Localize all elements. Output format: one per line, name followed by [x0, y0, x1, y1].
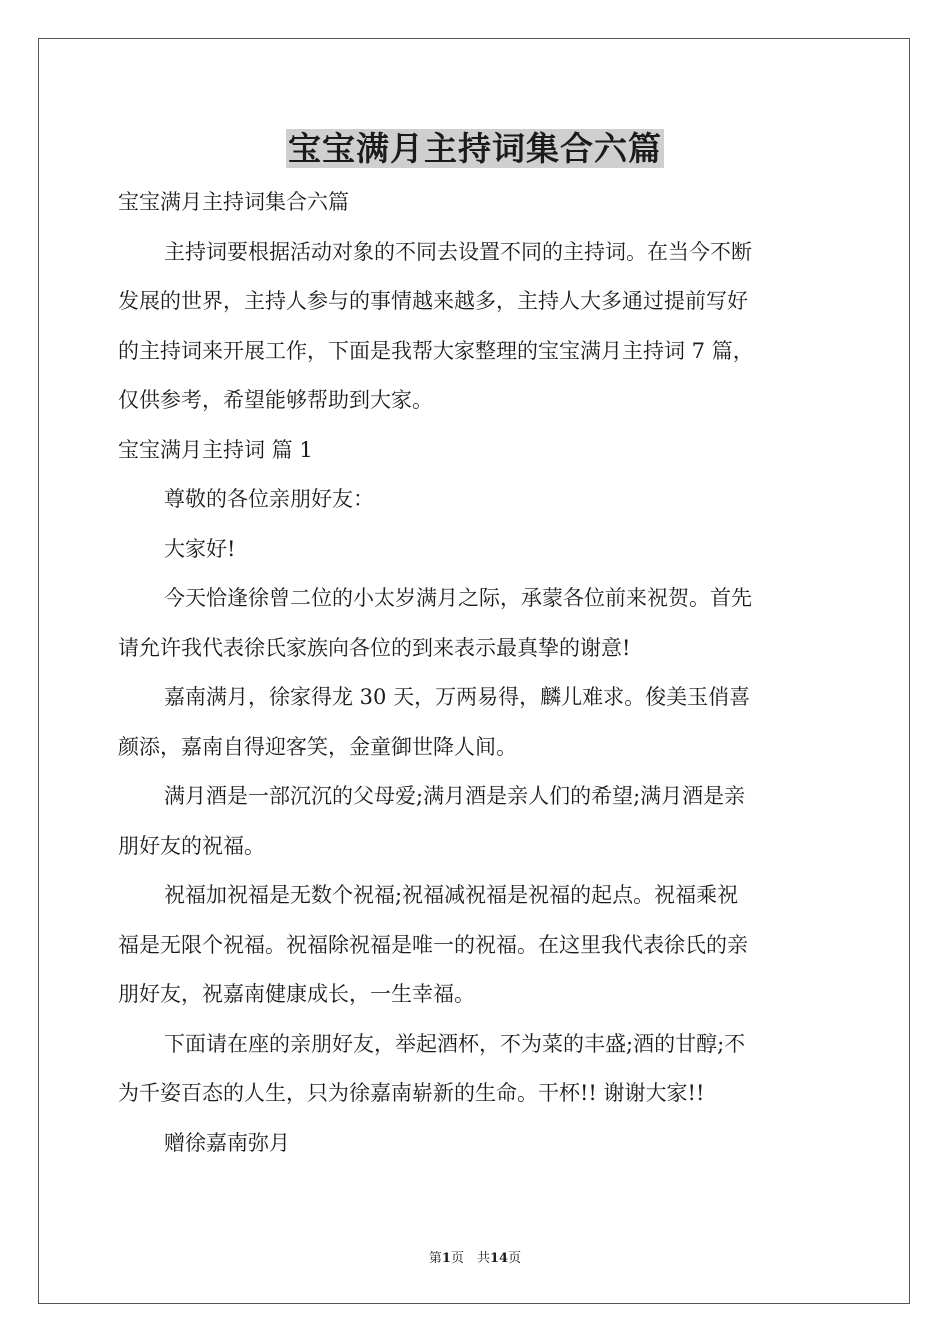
document-title-wrap	[0, 126, 950, 172]
paragraph-line: 仅供参考，希望能够帮助到大家。	[118, 388, 433, 412]
footer-middle: 页 共	[450, 1251, 490, 1266]
paragraph-line: 朋好友，祝嘉南健康成长，一生幸福。	[118, 982, 475, 1006]
paragraph-line: 请允许我代表徐氏家族向各位的到来表示最真挚的谢意!	[118, 635, 631, 660]
paragraph-line: 祝福加祝福是无数个祝福;祝福减祝福是祝福的起点。祝福乘祝	[164, 883, 739, 907]
total-page-number: 14	[489, 1251, 509, 1266]
paragraph-line: 为千姿百态的人生，只为徐嘉南崭新的生命。干杯!! 谢谢大家!!	[118, 1081, 705, 1105]
paragraph-line: 发展的世界，主持人参与的事情越来越多，主持人大多通过提前写好	[118, 289, 748, 313]
paragraph-line: 主持词要根据活动对象的不同去设置不同的主持词。在当今不断	[164, 239, 752, 264]
paragraph-line: 下面请在座的亲朋好友，举起酒杯，不为菜的丰盛;酒的甘醇;不	[164, 1031, 746, 1056]
paragraph-line: 满月酒是一部沉沉的父母爱;满月酒是亲人们的希望;满月酒是亲	[164, 784, 746, 808]
paragraph-line: 嘉南满月，徐家得龙 30 天，万两易得，麟儿难求。俊美玉俏喜	[164, 685, 751, 709]
paragraph-line: 的主持词来开展工作，下面是我帮大家整理的宝宝满月主持词 7 篇，	[118, 338, 754, 363]
page-footer	[0, 1250, 950, 1268]
paragraph-line: 福是无限个祝福。祝福除祝福是唯一的祝福。在这里我代表徐氏的亲	[118, 932, 748, 957]
paragraph-line: 大家好!	[164, 536, 236, 561]
document-title: 宝宝满月主持词集合六篇	[288, 129, 662, 168]
paragraph-line: 颜添，嘉南自得迎客笑，金童御世降人间。	[118, 734, 517, 759]
paragraph-line: 尊敬的各位亲朋好友：	[164, 487, 374, 511]
paragraph-line: 今天恰逢徐曾二位的小太岁满月之际，承蒙各位前来祝贺。首先	[164, 586, 752, 610]
current-page-number: 1	[441, 1251, 451, 1266]
paragraph-line: 赠徐嘉南弥月	[164, 1130, 290, 1155]
paragraph-line: 朋好友的祝福。	[118, 833, 265, 858]
footer-prefix: 第	[428, 1251, 442, 1266]
footer-suffix: 页	[508, 1251, 522, 1266]
section-heading: 宝宝满月主持词 篇 1	[118, 437, 313, 462]
document-body	[118, 178, 838, 1168]
subtitle-line: 宝宝满月主持词集合六篇	[118, 190, 349, 214]
